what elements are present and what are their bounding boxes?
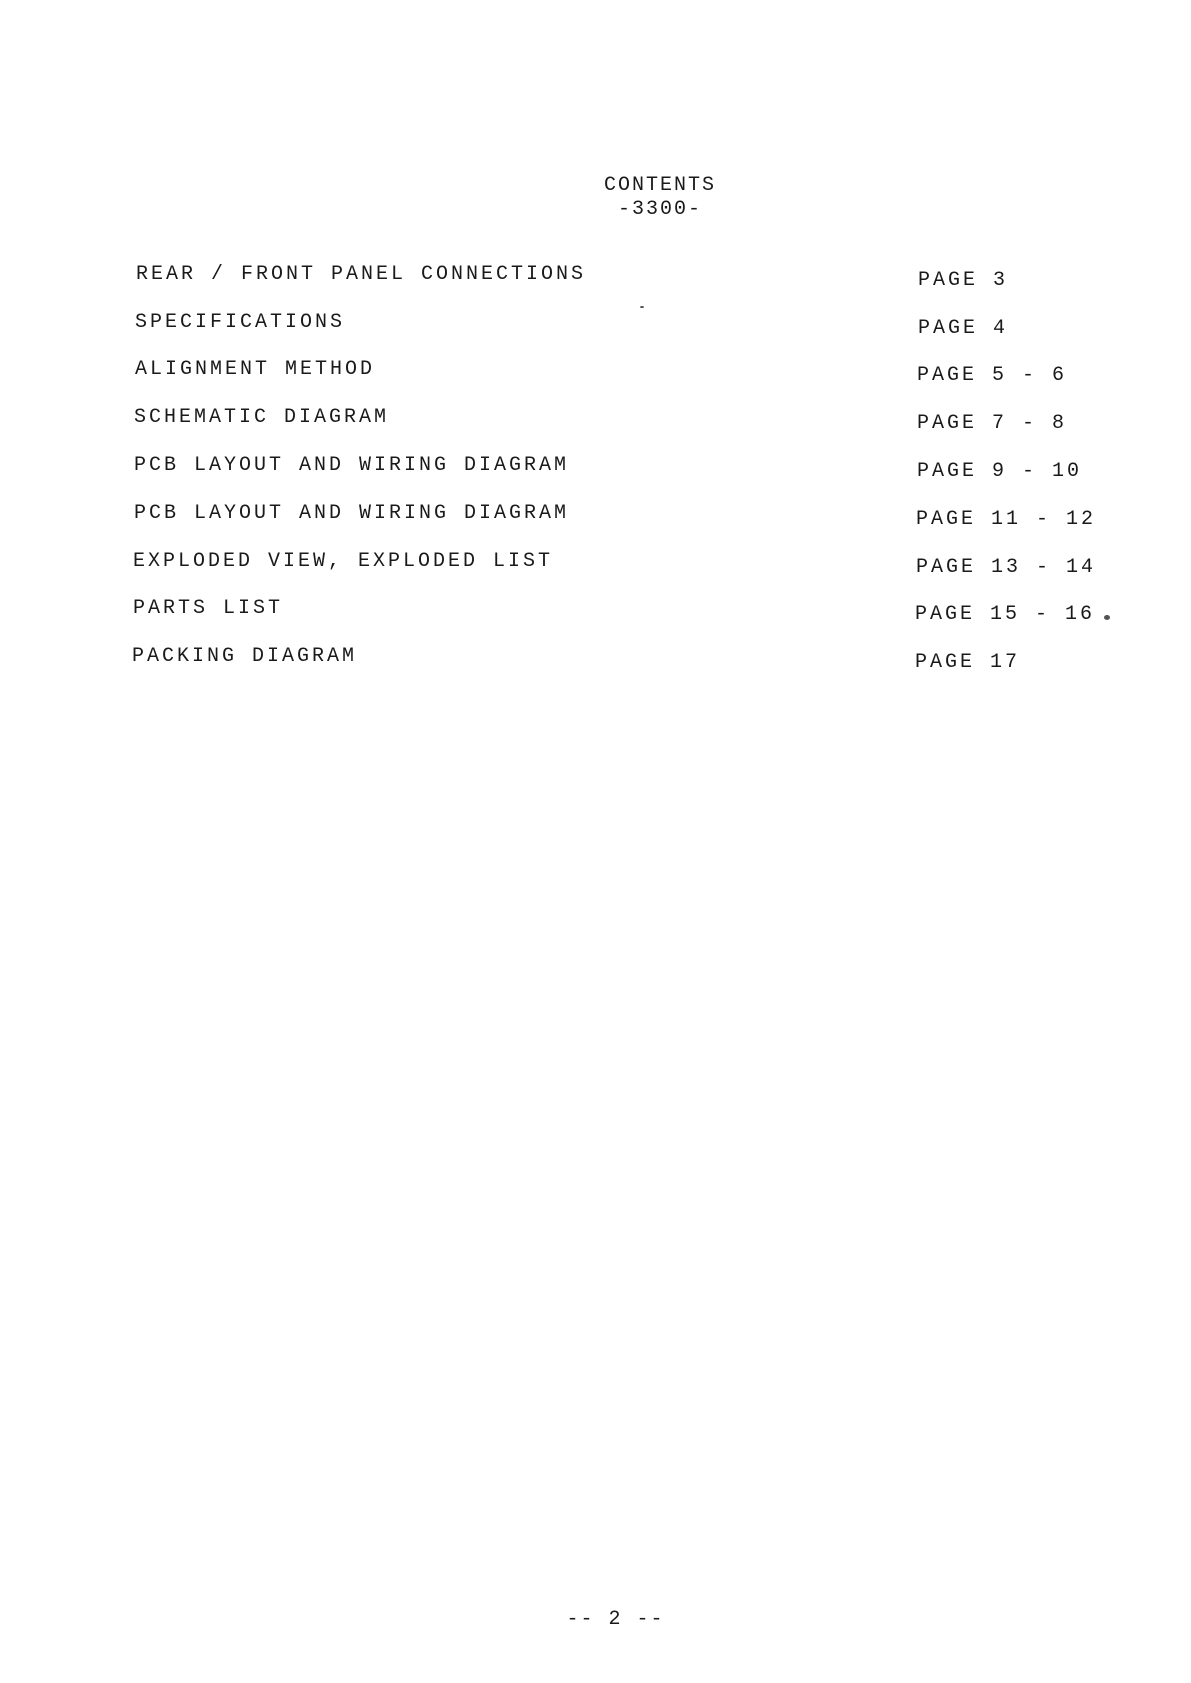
toc-entry [0, 597, 1191, 627]
toc-entry-page: PAGE 15 - 16 [915, 603, 1096, 626]
toc-entry [0, 311, 1191, 341]
contents-title: CONTENTS [603, 174, 716, 197]
toc-entry-title: PCB LAYOUT AND WIRING DIAGRAM [134, 502, 570, 525]
toc-entry [0, 454, 1191, 484]
toc-entry-title: ALIGNMENT METHOD [135, 358, 376, 381]
toc-entry-title: REAR / FRONT PANEL CONNECTIONS [136, 263, 587, 286]
toc-entry-page: PAGE 11 - 12 [916, 508, 1097, 531]
toc-entry-page: PAGE 4 [918, 317, 1009, 340]
scan-mark [1104, 615, 1110, 620]
toc-entry-page: PAGE 13 - 14 [916, 556, 1097, 579]
toc-entry [0, 645, 1191, 675]
toc-entry [0, 358, 1191, 388]
toc-entry [0, 502, 1191, 532]
toc-entry-title: PACKING DIAGRAM [132, 645, 358, 668]
scan-speck [640, 306, 644, 308]
toc-entry-title: SCHEMATIC DIAGRAM [134, 406, 390, 429]
toc-entry [0, 263, 1191, 293]
toc-entry [0, 550, 1191, 580]
toc-entry-title: PCB LAYOUT AND WIRING DIAGRAM [134, 454, 570, 477]
toc-entry [0, 406, 1191, 436]
toc-entry-page: PAGE 5 - 6 [917, 364, 1068, 387]
toc-entry-title: EXPLODED VIEW, EXPLODED LIST [133, 550, 554, 573]
toc-entry-title: SPECIFICATIONS [135, 311, 346, 334]
contents-header [590, 174, 730, 222]
toc-entry-page: PAGE 7 - 8 [917, 412, 1068, 435]
toc-entry-page: PAGE 9 - 10 [917, 460, 1083, 483]
page-number-footer: -- 2 -- [566, 1608, 665, 1631]
toc-entry-title: PARTS LIST [133, 597, 284, 620]
toc-entry-page: PAGE 17 [915, 651, 1021, 674]
model-number: -3300- [617, 198, 702, 221]
toc-entry-page: PAGE 3 [918, 269, 1009, 292]
